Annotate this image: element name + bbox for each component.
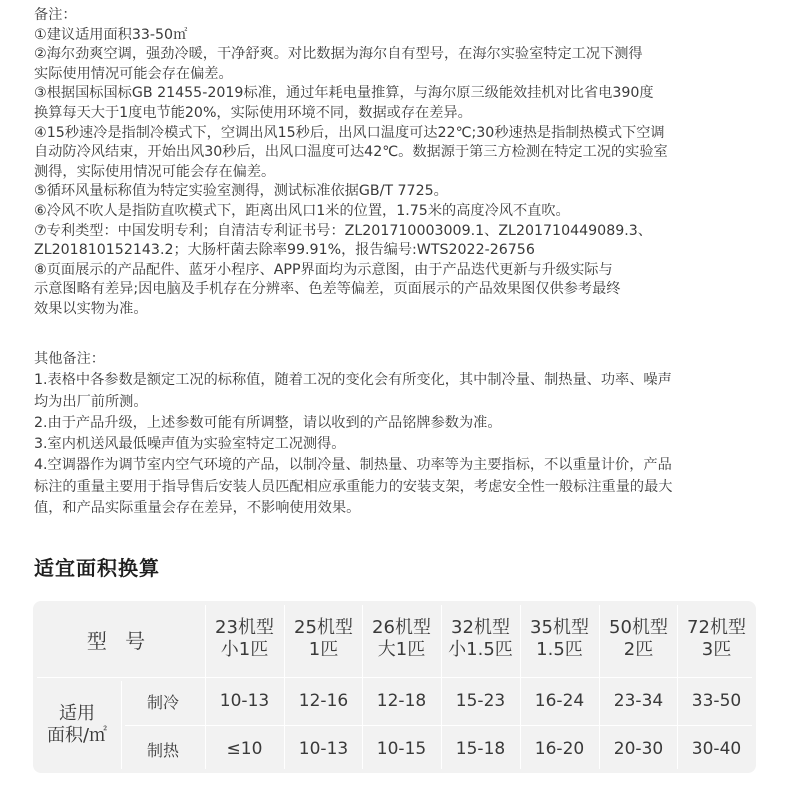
model-name: 50机型 — [609, 617, 668, 638]
section-title: 适宜面积换算 — [34, 556, 160, 580]
model-name: 72机型 — [687, 617, 746, 638]
other-note-line: 标注的重量主要用于指导售后安装人员匹配相应承重能力的安装支架，考虑安全性一般标注重量的最大 — [34, 478, 673, 495]
other-note-line: 均为出厂前所测。 — [34, 393, 148, 410]
other-note-line: 其他备注： — [34, 351, 105, 367]
model-column-header — [599, 601, 678, 677]
cool-area-value: 16-24 — [534, 691, 585, 711]
cool-area-value: 12-18 — [376, 691, 427, 711]
note-line: ⑧页面展示的产品配件、蓝牙小程序、APP界面均为示意图，由于产品迭代更新与升级实际与 — [34, 261, 613, 278]
note-line: ①建议适用面积33-50㎡ — [34, 26, 188, 43]
cool-area-value: 23-34 — [613, 691, 664, 711]
model-column-header — [441, 601, 520, 677]
model-name: 35机型 — [530, 617, 589, 638]
area-header-line2: 面积/㎡ — [46, 725, 108, 746]
heat-area-value: ≤10 — [226, 739, 263, 759]
note-line: ④15秒速冷是指制冷模式下，空调出风15秒后，出风口温度可达22℃;30秒速热是指制热模式下空调 — [34, 124, 665, 141]
model-horsepower: 大1匹 — [377, 639, 426, 660]
heat-area-value: 20-30 — [613, 739, 664, 759]
model-column-header — [205, 601, 284, 677]
area-header-line1: 适用 — [59, 703, 95, 724]
model-name: 25机型 — [294, 617, 353, 638]
heat-area-value: 15-18 — [455, 739, 506, 759]
note-line: 实际使用情况可能会存在偏差。 — [34, 65, 233, 82]
divider — [121, 681, 122, 769]
model-column-header — [677, 601, 756, 677]
heat-label: 制热 — [146, 740, 179, 760]
model-column-header — [284, 601, 363, 677]
cool-area-value: 15-23 — [455, 691, 506, 711]
model-column-header — [362, 601, 441, 677]
note-line: ⑤循环风量标称值为特定实验室测得，测试标准依据GB/T 7725。 — [34, 183, 448, 200]
model-horsepower: 小1匹 — [220, 639, 269, 660]
other-note-line: 3.室内机送风最低噪声值为实验室特定工况测得。 — [34, 436, 346, 453]
note-line: ⑥冷风不吹人是指防直吹模式下，距离出风口1米的位置，1.75米的高度冷风不直吹。 — [34, 202, 570, 219]
cool-area-value: 33-50 — [691, 691, 742, 711]
table-body — [33, 601, 756, 773]
note-line: ZL201810152143.2；大肠杆菌去除率99.91%，报告编号:WTS2022-26756 — [34, 242, 535, 259]
heat-area-value: 30-40 — [691, 739, 742, 759]
heat-area-value: 10-13 — [298, 739, 349, 759]
model-horsepower: 1.5匹 — [536, 639, 583, 660]
model-name: 26机型 — [372, 617, 431, 638]
model-horsepower: 2匹 — [623, 639, 654, 660]
notes-block — [34, 6, 764, 320]
other-notes-block — [34, 349, 764, 519]
model-horsepower: 小1.5匹 — [448, 639, 513, 660]
model-name: 23机型 — [215, 617, 274, 638]
cool-label: 制冷 — [146, 692, 179, 712]
note-line: 备注： — [34, 7, 77, 23]
other-note-line: 2.由于产品升级，上述参数可能有所调整，请以收到的产品铭牌参数为准。 — [34, 414, 502, 431]
note-line: ②海尔劲爽空调，强劲冷暖，干净舒爽。对比数据为海尔自有型号，在海尔实验室特定工况下测得 — [34, 46, 643, 63]
model-horsepower: 1匹 — [308, 639, 339, 660]
model-header: 型 号 — [86, 628, 152, 653]
model-column-header — [520, 601, 599, 677]
model-name: 32机型 — [451, 617, 510, 638]
heat-area-value: 16-20 — [534, 739, 585, 759]
other-note-line: 1.表格中各参数是额定工况的标称值，随着工况的变化会有所变化，其中制冷量、制热量、功率、噪声 — [34, 372, 672, 389]
note-line: 示意图略有差异;因电脑及手机存在分辨率、色差等偏差，页面展示的产品效果图仅供参考最终 — [34, 281, 621, 298]
note-line: 效果以实物为准。 — [34, 300, 148, 317]
note-line: 自动防冷风结束，开始出风30秒后，出风口温度可达42℃。数据源于第三方检测在特定工况的实验室 — [34, 144, 668, 161]
other-note-line: 值，和产品实际重量会存在差异，不影响使用效果。 — [34, 500, 361, 517]
note-line: ③根据国标国标GB 21455-2019标准，通过年耗电量推算，与海尔原三级能效挂机对比省电390度 — [34, 85, 654, 102]
area-conversion-table — [33, 601, 756, 773]
model-horsepower: 3匹 — [701, 639, 732, 660]
note-line: 换算每天大于1度电节能20%，实际使用环境不同，数据或存在差异。 — [34, 104, 472, 121]
heat-area-value: 10-15 — [376, 739, 427, 759]
cool-area-value: 12-16 — [298, 691, 349, 711]
other-note-line: 4.空调器作为调节室内空气环境的产品，以制冷量、制热量、功率等为主要指标，不以重量计价，产品 — [34, 457, 672, 474]
area-header — [33, 677, 121, 773]
note-line: 测得，实际使用情况可能会存在偏差。 — [34, 163, 276, 180]
cool-area-value: 10-13 — [219, 691, 270, 711]
note-line: ⑦专利类型：中国发明专利；自清洁专利证书号：ZL201710003009.1、ZL201710449089.3、 — [34, 222, 652, 239]
